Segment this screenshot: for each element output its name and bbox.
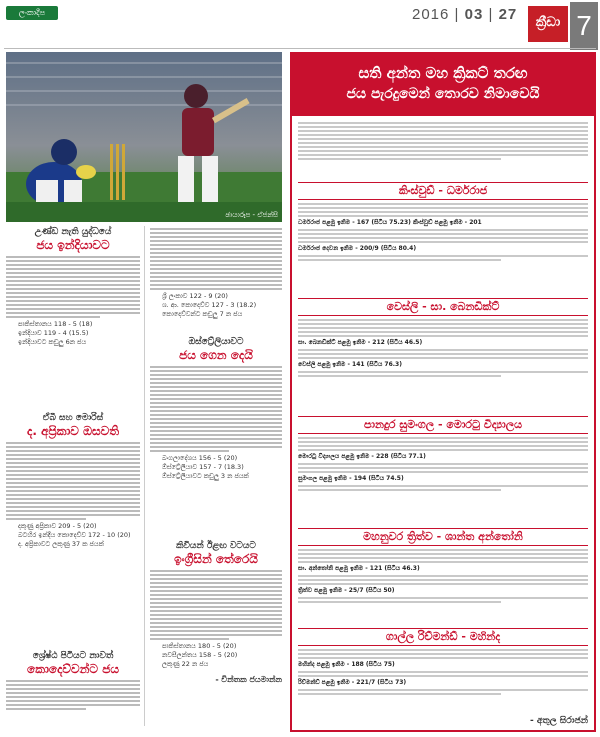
match-title: වෙස්ලි - සා. බෙනඩික්ට් [298,298,588,316]
match-title: ගාල්ල රිච්මන්ඩ් - මහින්ද [298,628,588,646]
issue-month: 03 [464,6,484,23]
score-line: ඉන්දියාව 119 - 4 (15.5) [18,329,89,337]
match-title: පානදුර සුමංගල - මොරටු විද්‍යාලය [298,416,588,434]
story1-kicker: උණ්ඩ නැති යුද්ධයේ [34,227,112,237]
innings-line: මහින්ද පළමු ඉනිම - 188 (සිටිය 75) [298,661,395,668]
score-line: පාකිස්තානය 118 - 5 (18) [18,320,93,328]
weekend-matches-feature [290,52,596,732]
story-australia [150,336,282,481]
masthead-logo: ලංකාදීප [6,6,58,20]
score-result: කොදෙව්වන්ට කඩුලු 7 න ජය [162,310,243,318]
score-line: ශ්‍රී ලංකාව 122 - 9 (20) [162,292,228,300]
score-line: දකුණු අප්‍රිකාව 209 - 5 (20) [18,522,97,530]
issue-date: 2016 | 03 | 27 [412,6,518,23]
middle-byline: - චින්තක ජයමාන්න [215,675,282,684]
score-line: නවසීලන්තය 158 - 5 (20) [162,651,238,659]
story-south-africa [6,412,140,549]
story-india-pakistan [6,226,140,347]
score-result: ලකුණු 22 න ජය [162,660,209,668]
match-kingswood-dharmaraja [298,182,588,263]
innings-line: වෙස්ලි පළමු ඉනිම - 141 (සිටිය 76.3) [298,361,402,368]
innings-line: රිච්මන්ඩ් පළමු ඉනිම - 221/7 (සිටිය 73) [298,679,407,686]
column-divider [144,226,145,726]
innings-line: ධර්මරාජ දෙවන ඉනිම - 200/9 (සිටිය 80.4) [298,245,417,252]
story5-headline: ඉංග්‍රීසින් තේරෙයි [174,552,258,566]
innings-line: ත්‍රිත්ව පළමු ඉනිම - 25/7 (සිටිය 50) [298,587,395,594]
feature-title-line2: ජය පැරදුමෙන් තොරව නිමාවෙයි [346,86,540,102]
issue-day: 27 [498,6,518,23]
score-result: ඉන්දියාවට කඩුලු 6න ජය [18,338,87,346]
header-rule [4,48,596,49]
page-number: 7 [570,2,598,50]
score-result: ඕස්ට්‍රේලියාවට කඩුලු 3 න ජයක් [162,472,249,480]
story2-headline: ද. අප්‍රිකාව ඔසවති [27,424,119,438]
score-line: ඕස්ට්‍රේලියාව 157 - 7 (18.3) [162,463,244,471]
innings-line: ධර්මරාජ පළමු ඉනිම - 167 (සිටිය 75.23) කිංස්වුඩ් පළමු ඉනිම - 201 [298,219,482,226]
match-title: මහනුවර ත්‍රිත්ව - ශාන්ත අන්තෝනි [298,528,588,546]
story1-headline: ජය ඉන්දියාවට [36,238,110,252]
feature-intro [298,120,588,162]
story4-kicker: ඔස්ට්‍රේලියාවට [188,337,244,347]
issue-year: 2016 [412,6,450,23]
story3-headline: කොදෙව්වන්ට ජය [27,662,119,676]
score-result: ද. අප්‍රිකාවට ලකුණු 37 ක ජයක් [18,540,104,548]
story-west-indies [6,650,140,712]
feature-title-banner [292,54,594,116]
cricket-photo [6,52,282,222]
feature-byline: - අතුල සිරාජන් [530,716,588,726]
innings-line: මොරටු විද්‍යාලය පළමු ඉනිම - 228 (සිටිය 77.1) [298,453,426,460]
cricket-scene-illustration [6,52,282,222]
score-line: බංගලාදේශය 156 - 5 (20) [162,454,238,462]
innings-line: සා. බෙනඩික්ට් පළමු ඉනිම - 212 (සිටිය 46.5) [298,339,423,346]
story-middle-top [150,226,282,319]
match-trinity-anthonys [298,528,588,605]
match-title: කිංස්වුඩ් - ධර්මරාජ [298,182,588,200]
score-line: ශ. ආ. කොදෙව්ව 127 - 3 (18.2) [162,301,257,309]
story4-headline: ජය ගෙන දෙයි [179,348,253,362]
story5-kicker: කිවියන් ඊළඟ වටයට [176,541,256,551]
innings-line: සුමංගල පළමු ඉනිම - 194 (සිටිය 74.5) [298,475,404,482]
story2-kicker: ඒබී සහ මොරිස් [42,413,104,423]
section-brand: ක්‍රීඩා [528,6,568,42]
match-sumangala-moratu [298,416,588,493]
match-wesley-benedicts [298,298,588,379]
match-richmond-mahinda [298,628,588,697]
score-line: බටහිර ඉන්දීය කොදෙව්ව 172 - 10 (20) [18,531,131,539]
story-new-zealand [150,540,282,685]
photo-caption: ඡායාරූප - ඒජන්සි [225,211,278,219]
innings-line: සා. අන්තෝනි පළමු ඉනිම - 121 (සිටිය 46.3) [298,565,420,572]
score-line: පාකිස්තානය 180 - 5 (20) [162,642,237,650]
story3-kicker: ශ්‍රේෂ්ඨ පිටියට නාවත් [32,651,114,661]
feature-title-line1: සති අන්ත මහ ක්‍රිකට් තරඟ [358,64,528,82]
